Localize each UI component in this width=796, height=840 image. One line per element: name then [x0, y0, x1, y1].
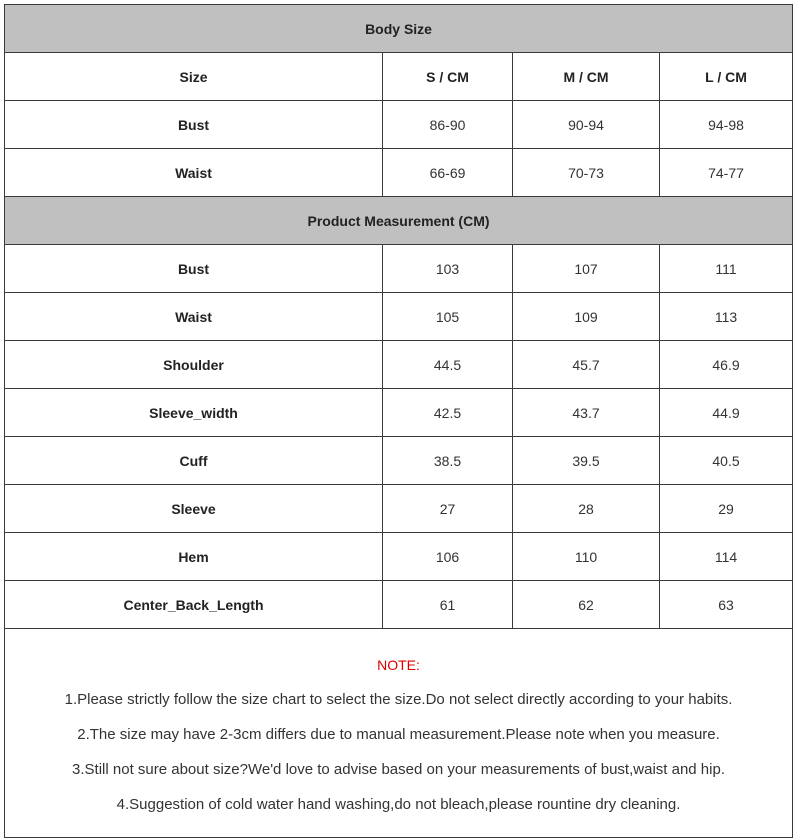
table-cell: 113 [660, 293, 793, 341]
body-size-section-header [5, 5, 793, 53]
table-cell: 27 [383, 485, 513, 533]
table-cell: 28 [513, 485, 660, 533]
header-cell: S / CM [383, 53, 513, 101]
row-label: Bust [5, 101, 383, 149]
table-cell: 107 [513, 245, 660, 293]
table-cell: 44.9 [660, 389, 793, 437]
note-line: 2.The size may have 2-3cm differs due to manual measurement.Please note when you measure. [77, 726, 720, 743]
notes-block [5, 629, 792, 815]
header-cell: L / CM [660, 53, 793, 101]
table-cell: 38.5 [383, 437, 513, 485]
notes-cell [5, 629, 793, 838]
table-cell: 105 [383, 293, 513, 341]
table-cell: 42.5 [383, 389, 513, 437]
body-size-title: Body Size [5, 5, 793, 53]
row-label: Center_Back_Length [5, 581, 383, 629]
table-cell: 44.5 [383, 341, 513, 389]
table-row [5, 341, 793, 389]
row-label: Shoulder [5, 341, 383, 389]
note-line: 4.Suggestion of cold water hand washing,do not bleach,please rountine dry cleaning. [116, 796, 681, 813]
header-cell: M / CM [513, 53, 660, 101]
notes-row [5, 629, 793, 838]
table-row [5, 293, 793, 341]
table-row [5, 533, 793, 581]
product-measurement-section-header [5, 197, 793, 245]
size-header-row [5, 53, 793, 101]
table-cell: 62 [513, 581, 660, 629]
table-row [5, 437, 793, 485]
row-label: Waist [5, 149, 383, 197]
row-label: Sleeve_width [5, 389, 383, 437]
table-row [5, 485, 793, 533]
table-cell: 39.5 [513, 437, 660, 485]
table-cell: 61 [383, 581, 513, 629]
table-cell: 40.5 [660, 437, 793, 485]
note-line: 3.Still not sure about size?We'd love to advise based on your measurements of bust,waist and hip. [72, 761, 725, 778]
product-measurement-title: Product Measurement (CM) [5, 197, 793, 245]
table-cell: 63 [660, 581, 793, 629]
table-cell: 110 [513, 533, 660, 581]
table-cell: 103 [383, 245, 513, 293]
row-label: Waist [5, 293, 383, 341]
table-row [5, 581, 793, 629]
table-cell: 74-77 [660, 149, 793, 197]
table-cell: 46.9 [660, 341, 793, 389]
table-row [5, 245, 793, 293]
row-label: Cuff [5, 437, 383, 485]
table-row [5, 149, 793, 197]
size-chart-table [4, 4, 793, 838]
table-cell: 86-90 [383, 101, 513, 149]
table-cell: 111 [660, 245, 793, 293]
note-title: NOTE: [377, 657, 420, 673]
table-cell: 43.7 [513, 389, 660, 437]
table-cell: 45.7 [513, 341, 660, 389]
table-cell: 90-94 [513, 101, 660, 149]
note-line: 1.Please strictly follow the size chart to select the size.Do not select directly according to your habits. [64, 691, 733, 708]
table-cell: 94-98 [660, 101, 793, 149]
table-row [5, 101, 793, 149]
table-row [5, 389, 793, 437]
table-cell: 70-73 [513, 149, 660, 197]
table-cell: 66-69 [383, 149, 513, 197]
table-cell: 106 [383, 533, 513, 581]
table-cell: 109 [513, 293, 660, 341]
row-label: Sleeve [5, 485, 383, 533]
table-cell: 29 [660, 485, 793, 533]
table-cell: 114 [660, 533, 793, 581]
row-label: Bust [5, 245, 383, 293]
header-cell: Size [5, 53, 383, 101]
row-label: Hem [5, 533, 383, 581]
